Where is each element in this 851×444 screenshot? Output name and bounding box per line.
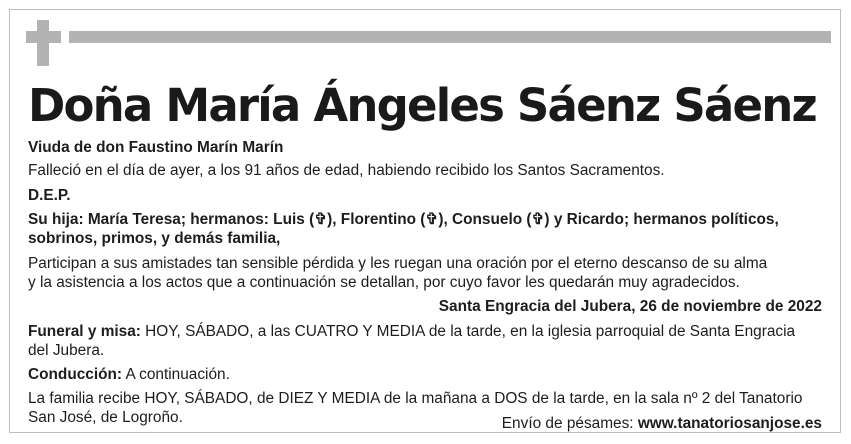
cross-icon-arm [26, 31, 61, 43]
condolences-link[interactable]: www.tanatoriosanjose.es [637, 415, 822, 432]
family-line-1: Su hija: María Teresa; hermanos: Luis (✞), Florentino (✞), Consuelo (✞) y Ricardo; hermanos políticos, [28, 211, 779, 228]
condolences-line [502, 414, 822, 433]
family-line-2: sobrinos, primos, y demás familia, [28, 230, 281, 247]
reception-line-2: San José, de Logroño. [28, 409, 183, 426]
condolences-label: Envío de pésames: [501, 415, 638, 432]
cross-icon [37, 20, 49, 66]
funeral-line-1 [28, 322, 795, 341]
widow-of-line: Viuda de don Faustino Marín Marín [28, 139, 284, 156]
death-announcement: Falleció en el día de ayer, a los 91 años de edad, habiendo recibido los Santos Sacramentos. [28, 162, 665, 179]
funeral-line-2: del Jubera. [28, 342, 105, 359]
place-and-date: Santa Engracia del Jubera, 26 de noviembre de 2022 [438, 298, 822, 315]
reception-line-1: La familia recibe HOY, SÁBADO, de DIEZ Y MEDIA de la mañana a DOS de la tarde, en la sala nº 2 del Tanatorio [28, 390, 803, 407]
conduccion-line [28, 365, 230, 384]
deceased-name: Doña María Ángeles Sáenz Sáenz [28, 79, 816, 132]
conduccion-label: Conducción: [28, 366, 123, 383]
conduccion-text: A continuación. [122, 366, 230, 383]
message-line-1: Participan a sus amistades tan sensible pérdida y les ruegan una oración por el eterno descanso de su alma [28, 255, 768, 272]
funeral-text: HOY, SÁBADO, a las CUATRO Y MEDIA de la tarde, en la iglesia parroquial de Santa Engracia [140, 323, 796, 340]
dep-label: D.E.P. [28, 187, 71, 204]
funeral-label: Funeral y misa: [28, 323, 141, 340]
header-rule [69, 31, 831, 43]
message-line-2: y la asistencia a los actos que a continuación se detallan, por cuyo favor les quedarán muy agradecidos. [28, 274, 740, 291]
